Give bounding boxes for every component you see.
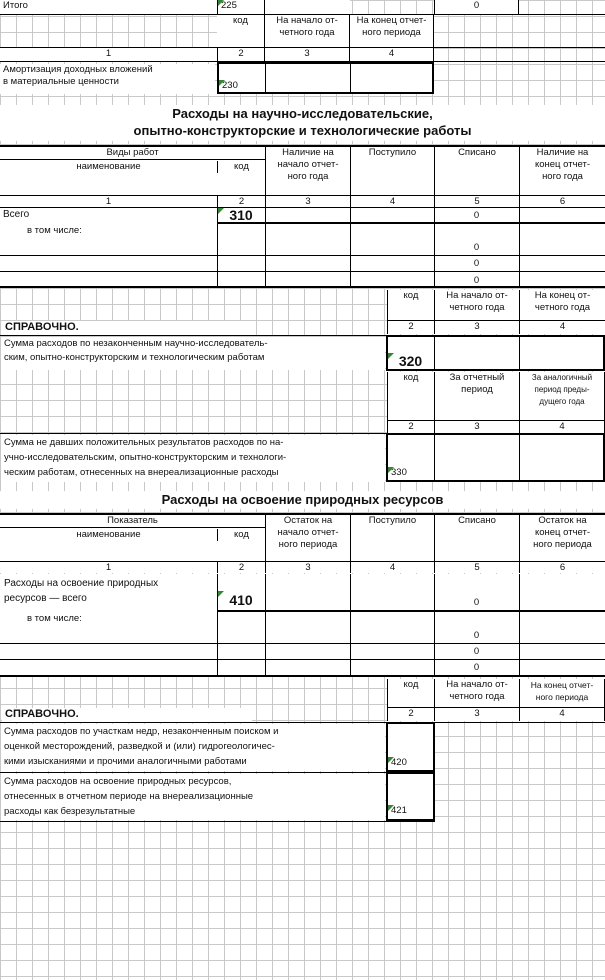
rd-kod-header: код xyxy=(217,161,265,173)
rd-unfinished-code: 320 xyxy=(388,353,433,369)
nr-ref-end: На конец отчет- ного периода xyxy=(519,679,605,707)
col-start-header: На начало от- четного года xyxy=(265,15,350,47)
rd-per-n4: 4 xyxy=(519,421,605,433)
nr-row-written-2: 0 xyxy=(435,646,518,657)
nr-row-written-1: 0 xyxy=(435,630,518,641)
nr-n5: 5 xyxy=(434,562,519,573)
itogo-zero: 0 xyxy=(434,0,519,14)
nr-nonop-code: 421 xyxy=(388,805,433,817)
nr-pokaz-header: Показатель xyxy=(0,515,265,527)
rd-received-header: Поступило xyxy=(350,147,434,195)
rd-ref-kod: код xyxy=(387,290,434,320)
nr-title: Расходы на освоение природных ресурсов xyxy=(0,491,605,509)
nr-n2: 2 xyxy=(217,562,265,573)
nr-ref-n3: 3 xyxy=(434,708,519,721)
nr-row-written-3: 0 xyxy=(435,662,518,673)
itogo-cell xyxy=(265,0,350,14)
nr-total-code: 410 xyxy=(218,591,264,609)
num-4: 4 xyxy=(350,48,434,61)
rd-negative-label: Сумма не давших положительных результатов расходов по на- учно-исследовательским, опытно-конструкторским и технологи- ческим работам, отнесенных на внереализационные расходы xyxy=(1,435,385,482)
nr-written-header: Списано xyxy=(434,515,519,561)
rd-per-prev: За аналогичный период преды- дущего года xyxy=(519,372,605,420)
nr-ref-kod: код xyxy=(387,679,434,707)
rd-negative-code: 330 xyxy=(388,467,433,479)
nr-nonop-label: Сумма расходов на освоение природных ресурсов, отнесенных в отчетном периоде на внереализационные расходы как безрезультатные xyxy=(1,774,385,820)
itogo-code: 225 xyxy=(217,0,265,14)
nr-n1: 1 xyxy=(0,562,217,573)
rd-per-n2: 2 xyxy=(387,421,434,433)
nr-ref-label: СПРАВОЧНО. xyxy=(2,708,252,722)
nr-ref-start: На начало от- четного года xyxy=(434,679,519,707)
rd-ref-n4: 4 xyxy=(519,321,605,334)
rd-ref-n3: 3 xyxy=(434,321,519,334)
col-kod-header: код xyxy=(217,15,265,47)
rd-vidy-header: Виды работ xyxy=(0,147,265,159)
num-2: 2 xyxy=(217,48,265,61)
rd-name-header: наименование xyxy=(0,161,217,173)
rd-incl-label: в том числе: xyxy=(24,225,214,238)
nr-subsoil-code: 420 xyxy=(388,757,433,769)
num-3: 3 xyxy=(265,48,350,61)
rd-n2: 2 xyxy=(217,196,265,207)
col-end-header: На конец отчет- ного периода xyxy=(350,15,434,47)
rd-n6: 6 xyxy=(519,196,605,207)
nr-total-written: 0 xyxy=(435,597,518,608)
nr-start-header: Остаток на начало отчет- ного периода xyxy=(265,515,350,561)
rd-ref-n2: 2 xyxy=(387,321,434,334)
rd-start-header: Наличие на начало отчет- ного года xyxy=(265,147,350,195)
rd-n3: 3 xyxy=(265,196,350,207)
nr-received-header: Поступило xyxy=(350,515,434,561)
nr-ref-n4: 4 xyxy=(519,708,605,721)
rd-end-header: Наличие на конец отчет- ного года xyxy=(519,147,605,195)
rd-per-n3: 3 xyxy=(434,421,519,433)
nr-name-header: наименование xyxy=(0,529,217,541)
nr-n6: 6 xyxy=(519,562,605,573)
nr-n3: 3 xyxy=(265,562,350,573)
rd-ref-end: На конец от- четного года xyxy=(519,290,605,320)
rd-row-written-3: 0 xyxy=(435,275,518,286)
nr-n4: 4 xyxy=(350,562,434,573)
itogo-label: Итого xyxy=(0,0,217,14)
rd-row-written-2: 0 xyxy=(435,258,518,269)
num-1: 1 xyxy=(0,48,217,61)
rd-n5: 5 xyxy=(434,196,519,207)
rd-total-written: 0 xyxy=(435,210,518,221)
rd-n4: 4 xyxy=(350,196,434,207)
rd-written-header: Списано xyxy=(434,147,519,195)
nr-incl-label: в том числе: xyxy=(24,613,214,626)
nr-end-header: Остаток на конец отчет- ного периода xyxy=(519,515,605,561)
nr-ref-n2: 2 xyxy=(387,708,434,721)
rd-title: Расходы на научно-исследовательские, опытно-конструкторские и технологические работы xyxy=(0,105,605,141)
nr-total-label: Расходы на освоение природных ресурсов — всего xyxy=(1,576,215,610)
rd-ref-start: На начало от- четного года xyxy=(434,290,519,320)
rd-total-label: Всего xyxy=(0,209,215,223)
rd-ref-label: СПРАВОЧНО. xyxy=(2,321,252,335)
rd-unfinished-label: Сумма расходов по незаконченным научно-исследователь- ским, опытно-конструкторским и технологическим работам xyxy=(1,337,385,370)
rd-per-current: За отчетный период xyxy=(434,372,519,420)
amortization-label: Амортизация доходных вложений в материальные ценности xyxy=(0,64,215,94)
nr-kod-header: код xyxy=(217,529,265,541)
rd-n1: 1 xyxy=(0,196,217,207)
rd-row-written-1: 0 xyxy=(435,242,518,253)
nr-subsoil-label: Сумма расходов по участкам недр, незаконченным поиском и оценкой месторождений, разведкой и (или) гидрогеологичес- кими изысканиями и прочими аналогичными работами xyxy=(1,724,385,771)
amortization-code: 230 xyxy=(219,80,263,92)
rd-total-code: 310 xyxy=(218,208,264,222)
rd-per-kod: код xyxy=(387,372,434,420)
